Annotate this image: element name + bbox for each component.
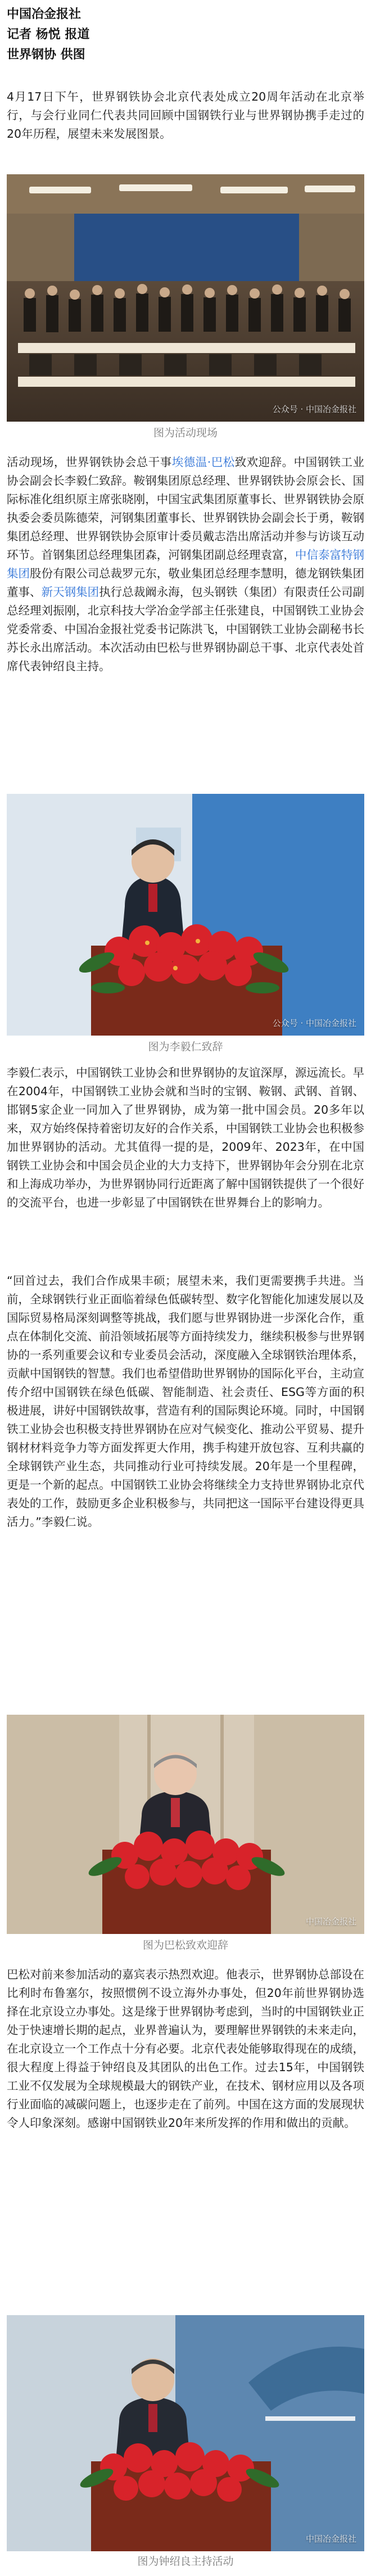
- speech-photo-li: [7, 794, 364, 1036]
- figure-caption: 图为活动现场: [153, 427, 218, 439]
- paragraph-text: 执行总裁阚永海，包头钢铁（集团）有限责任公司副总经理刘振刚，北京科技大学冶金学部主任张建良，中国钢铁工业协会党委常委、中国冶金报社党委书记陈洪飞，中国钢铁工业协会副秘书长苏长永出席活动。本次活动由巴松与世界钢协副总干事、北京代表处首席代表钟绍良主持。: [7, 585, 365, 673]
- company-link-citic-steel[interactable]: 中信泰富特钢集团: [7, 548, 365, 580]
- figure-caption: 图为钟绍良主持活动: [137, 2555, 234, 2568]
- paragraph-attendees: [7, 453, 364, 676]
- figure-host-zhong: [7, 2315, 364, 2576]
- figure-event: [7, 174, 364, 444]
- reporter-line: 记者 杨悦 报道: [7, 28, 90, 42]
- paragraph-text: 股份有限公司总裁罗元东，敬业集团总经理李慧明，德龙钢铁集团董事、: [7, 567, 365, 599]
- photo-watermark: 中国冶金报社: [305, 1917, 356, 1927]
- paragraph-text: 活动现场，世界钢铁协会总干事: [7, 455, 172, 469]
- paragraph-li-quote: “回首过去，我们合作成果丰硕；展望未来，我们更需要携手共进。当前，全球钢铁行业正面临着绿色低碳转型、数字化智能化加速发展以及国际贸易格局深刻调整等挑战，我们愿与世界钢协进一步深化合作，重点在体制化交流、前沿领域拓展等方面持续发力，继续积极参与世界钢协的一系列重要会议和专业委员会活动，深度融入全球钢铁治理体系，贡献中国钢铁的智慧。我们也希望借助世界钢协的国际化平台，主动宣传介绍中国钢铁在绿色低碳、智能制造、社会责任、ESG等方面的积极进展，讲好中国钢铁故事，营造有利的国际舆论环境。同时，中国钢铁工业协会也积极支持世界钢协在应对气候变化、推动公平贸易、提升钢材材料竞争力等方面发挥更大作用，携手构建开放包容、互利共赢的全球钢铁产业生态，共同推动行业可持续发展。20年是一个里程碑，更是一个新的起点。中国钢铁工业协会将继续全力支持世界钢协北京代表处的工作，鼓励更多企业积极参与，共同把这一国际平台建设得更具活力。”李毅仁说。: [7, 1274, 364, 1529]
- speech-photo-basson: [7, 1715, 364, 1934]
- person-link-basson[interactable]: 埃德温·巴松: [171, 455, 235, 469]
- publisher-line: 中国冶金报社: [7, 7, 82, 21]
- company-link-new-tiangang[interactable]: 新天钢集团: [41, 585, 99, 599]
- figure-speech-li: [7, 794, 364, 1058]
- figure-caption: 图为李毅仁致辞: [148, 1041, 223, 1053]
- photo-credit-line: 世界钢协 供图: [7, 48, 85, 62]
- photo-watermark: 公众号 · 中国冶金报社: [272, 404, 356, 414]
- paragraph-basson-remarks: 巴松对前来参加活动的嘉宾表示热烈欢迎。他表示，世界钢协总部设在比利时布鲁塞尔，按照惯例不设立海外办事处，但20年前世界钢协选择在北京设立办事处。这是缘于世界钢协考虑到，当时的中国钢铁业正处于快速增长期的起点，业界普遍认为，要理解世界钢铁的未来走向，在北京设立一个工作点十分有必要。北京代表处能够取得现在的成绩，很大程度上得益于钟绍良及其团队的出色工作。过去15年，中国钢铁工业不仅发展为全球规模最大的钢铁产业，在技术、钢材应用以及各项行业面临的减碳问题上，也逐步走在了前列。中国在这方面的发展现状令人印象深刻。感谢中国钢铁业20年来所发挥的作用和做出的贡献。: [7, 1968, 364, 2130]
- photo-watermark: 公众号 · 中国冶金报社: [272, 1018, 356, 1028]
- article-header: [0, 0, 371, 65]
- host-photo-zhong: [7, 2315, 364, 2551]
- event-photo: [7, 174, 364, 422]
- photo-watermark: 中国冶金报社: [305, 2534, 356, 2544]
- paragraph-li-remarks: 李毅仁表示，中国钢铁工业协会和世界钢协的友谊深厚，源远流长。早在2004年，中国钢铁工业协会就和当时的宝钢、鞍钢、武钢、首钢、邯钢5家企业一同加入了世界钢协，成为第一批中国会员。20多年以来，双方始终保持着密切友好的合作关系，中国钢铁工业协会也积极参加世界钢协的活动。尤其值得一提的是，2009年、2023年，在中国钢铁工业协会和中国会员企业的大力支持下，世界钢协年会分别在北京和上海成功举办，为世界钢协同行近距离了解中国钢铁提供了一个很好的交流平台，也进一步彰显了中国钢铁在世界舞台上的影响力。: [7, 1066, 364, 1209]
- paragraph-intro: 4月17日下午，世界钢铁协会北京代表处成立20周年活动在北京举行，与会行业同仁代表共同回顾中国钢铁行业与世界钢协携手走过的20年历程，展望未来发展图景。: [7, 90, 364, 141]
- figure-speech-basson: [7, 1715, 364, 1956]
- paragraph-text: 致欢迎辞。中国钢铁工业协会副会长李毅仁致辞。鞍钢集团原总经理、世界钢铁协会原会长、国际标准化组织原主席张晓刚，中国宝武集团原董事长、世界钢铁协会原执委会委员陈德荣，河钢集团董事长、世界钢铁协会副会长于勇，鞍钢集团总经理、世界钢铁协会原审计委员戴志浩出席活动并参与访谈互动环节。首钢集团总经理集团森，河钢集团副总经理袁富，: [7, 455, 365, 562]
- figure-caption: 图为巴松致欢迎辞: [142, 1939, 228, 1951]
